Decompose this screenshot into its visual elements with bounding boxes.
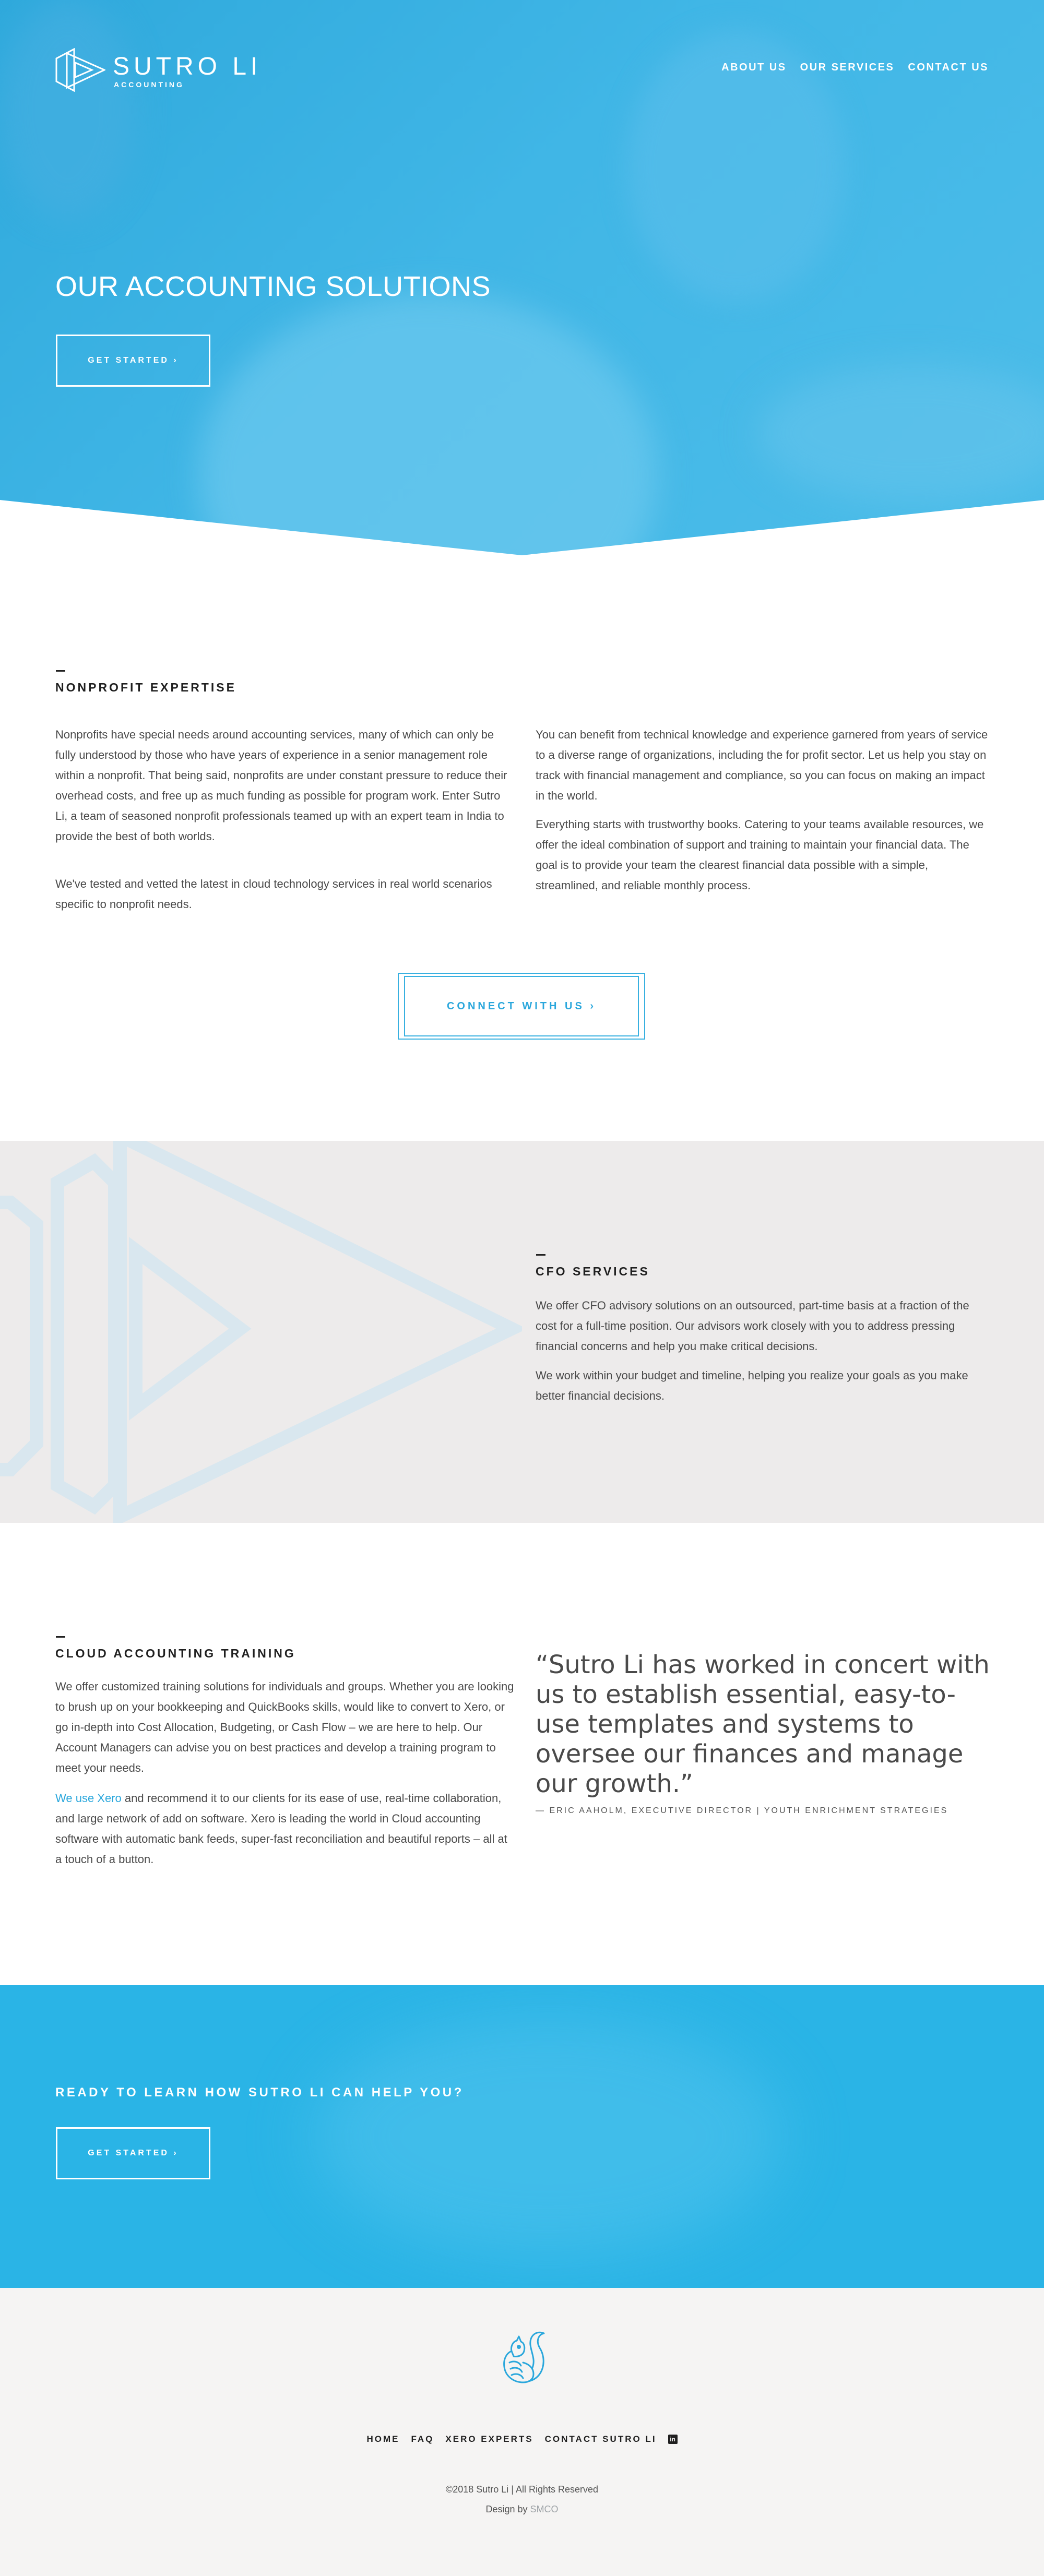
testimonial-author: — ERIC AAHOLM, EXECUTIVE DIRECTOR | YOUTH ENRICHMENT STRATEGIES xyxy=(536,1806,948,1815)
section-dash xyxy=(56,670,65,672)
logo[interactable] xyxy=(55,48,262,93)
footer-nav-xero-experts[interactable]: XERO EXPERTS xyxy=(445,2434,533,2444)
cta-get-started-button[interactable]: GET STARTED › xyxy=(56,2127,210,2179)
cta-background-glow xyxy=(313,2017,783,2257)
section-dash xyxy=(536,1254,545,1256)
connect-with-us-button[interactable] xyxy=(398,973,645,1040)
cfo-section xyxy=(0,1141,1044,1523)
main-nav xyxy=(721,62,989,74)
cfo-heading: CFO SERVICES xyxy=(536,1265,650,1278)
footer-nav xyxy=(0,2434,1044,2444)
logo-icon xyxy=(55,48,105,92)
cfo-paragraph-1: We offer CFO advisory solutions on an outsourced, part-time basis at a fraction of the cost for a full-time position. Our advisors work closely with you to address pressing financial concerns and help you make critical decisions. xyxy=(536,1299,969,1353)
nonprofit-left-paragraph-2: We've tested and vetted the latest in cloud technology services in real world scenarios specific to nonprofit needs. xyxy=(55,877,492,911)
copyright-text: ©2018 Sutro Li | All Rights Reserved xyxy=(445,2484,599,2495)
cloud-paragraph-2 xyxy=(55,1788,515,1869)
squirrel-logo-icon[interactable] xyxy=(496,2330,548,2388)
logo-watermark-icon xyxy=(0,1141,522,1523)
testimonial-quote: “Sutro Li has worked in concert with us to establish essential, easy-to-use templates and systems to oversee our finances and manage our growth.” xyxy=(536,1650,990,1798)
section-dash xyxy=(56,1636,65,1638)
nav-contact-us[interactable]: CONTACT US xyxy=(908,62,989,73)
footer xyxy=(0,2288,1044,2576)
linkedin-icon[interactable]: in xyxy=(668,2435,678,2444)
footer-nav-faq[interactable]: FAQ xyxy=(411,2434,434,2444)
footer-nav-home[interactable]: HOME xyxy=(366,2434,400,2444)
cloud-paragraph-1: We offer customized training solutions for individuals and groups. Whether you are looking to brush up on your bookkeeping and QuickBooks skills, would like to convert to Xero, or go in-depth into Cost Allocation, Budgeting, or Cash Flow – we are here to help. Our Account Managers can advise you on best practices and develop a training program to meet your needs. xyxy=(55,1680,514,1774)
nonprofit-right-paragraph-2: Everything starts with trustworthy books. Catering to your teams available resources, we offer the ideal combination of support and training to maintain your financial data. The goal is to provide your team the clearest financial data possible with a simple, streamlined, and reliable monthly process. xyxy=(536,818,984,892)
connect-with-us-label: CONNECT WITH US › xyxy=(404,976,639,1036)
design-credit-prefix: Design by xyxy=(485,2504,530,2514)
cloud-heading: CLOUD ACCOUNTING TRAINING xyxy=(55,1647,296,1660)
hero-title: OUR ACCOUNTING SOLUTIONS xyxy=(55,271,491,302)
nav-about-us[interactable]: ABOUT US xyxy=(721,62,787,73)
cta-section xyxy=(0,1985,1044,2288)
nonprofit-heading: NONPROFIT EXPERTISE xyxy=(55,681,236,694)
nav-our-services[interactable]: OUR SERVICES xyxy=(800,62,895,73)
smco-link[interactable]: SMCO xyxy=(530,2504,559,2514)
nonprofit-left-paragraph-1: Nonprofits have special needs around accounting services, many of which can only be fully understood by those who have years of experience in a senior management role within a nonprofit. That being said, nonprofits are under constant pressure to reduce their overhead costs, and free up as much funding as possible for program work. Enter Sutro Li, a team of seasoned nonprofit professionals teamed up with an expert team in India to provide the best of both worlds. xyxy=(55,728,507,843)
hero-get-started-button[interactable]: GET STARTED › xyxy=(56,335,210,387)
cfo-paragraph-2: We work within your budget and timeline, helping you realize your goals as you make better financial decisions. xyxy=(536,1369,968,1402)
hero-section xyxy=(0,0,1044,555)
footer-nav-contact[interactable]: CONTACT SUTRO LI xyxy=(544,2434,657,2444)
cta-heading: READY TO LEARN HOW SUTRO LI CAN HELP YOU? xyxy=(55,2085,464,2100)
cloud-paragraph-2-text: and recommend it to our clients for its ease of use, real-time collaboration, and large network of add on software. Xero is leading the world in Cloud accounting software with automatic bank feeds, super-fast reconciliation and beautiful reports – all at a touch of a button. xyxy=(55,1792,507,1866)
nonprofit-right-paragraph-1: You can benefit from technical knowledge and experience garnered from years of service to a diverse range of organizations, including the for profit sector. Let us help you stay on track with financial management and compliance, so you can focus on making an impact in the world. xyxy=(536,728,988,802)
logo-name: SUTRO LI xyxy=(113,53,262,80)
we-use-xero-link[interactable]: We use Xero xyxy=(55,1792,122,1805)
design-credit xyxy=(0,2504,1044,2515)
logo-subtitle: ACCOUNTING xyxy=(114,80,184,89)
